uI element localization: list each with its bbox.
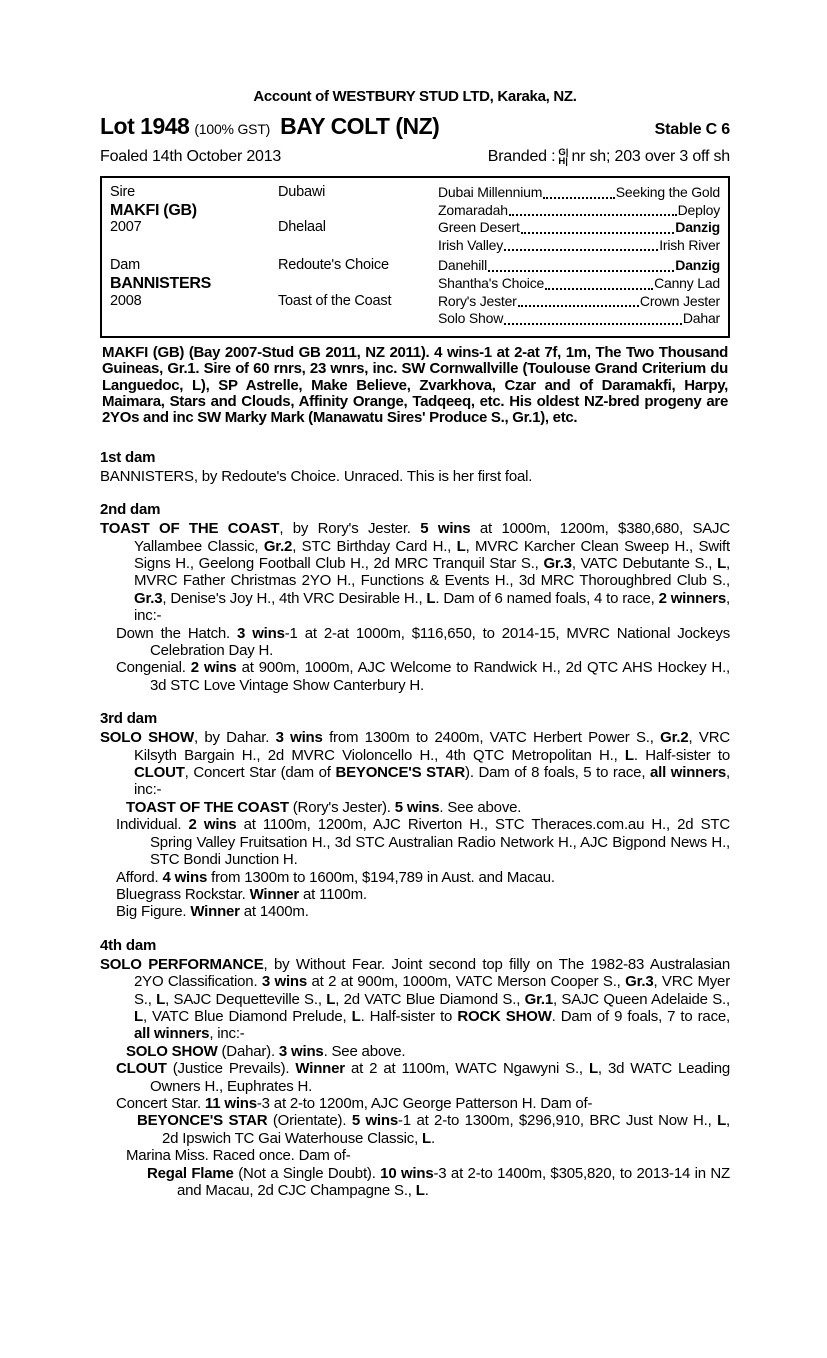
dam-section bbox=[100, 937, 730, 1200]
ancestor-right: Seeking the Gold bbox=[615, 184, 720, 200]
pedigree-entry: Congenial. 2 wins at 900m, 1000m, AJC Welcome to Randwick H., 2d QTC AHS Hockey H., 3d STC Love Vintage Show Canterbury H. bbox=[116, 659, 731, 694]
ancestor-left: Rory's Jester bbox=[438, 292, 517, 309]
dam-entries bbox=[100, 729, 730, 920]
pedigree-entry: BANNISTERS, by Redoute's Choice. Unraced. This is her first foal. bbox=[100, 467, 533, 485]
ancestor-left: Dubai Millennium bbox=[438, 184, 543, 200]
pedigree-row bbox=[110, 293, 720, 311]
dam-heading: 4th dam bbox=[100, 936, 157, 954]
ancestor-line bbox=[438, 310, 720, 328]
dot-leader bbox=[504, 323, 682, 325]
brand-line bbox=[488, 148, 730, 166]
ancestor-line bbox=[438, 202, 720, 220]
sale-catalogue-page bbox=[100, 88, 730, 1199]
ancestor-line bbox=[438, 275, 720, 293]
branded-detail: nr sh; 203 over 3 off sh bbox=[571, 148, 730, 165]
dam-year: 2008 bbox=[110, 292, 142, 309]
dam-entries bbox=[100, 956, 730, 1200]
brand-top: G| bbox=[558, 147, 569, 158]
ancestor-left: Danehill bbox=[438, 257, 487, 274]
dam-heading: 2nd dam bbox=[100, 501, 161, 519]
ancestor-right: Crown Jester bbox=[639, 292, 720, 309]
horse-title: BAY COLT (NZ) bbox=[280, 113, 440, 139]
ancestor-right: Danzig bbox=[675, 219, 720, 236]
dot-leader bbox=[545, 288, 653, 290]
pedigree-entry: BEYONCE'S STAR (Orientate). 5 wins-1 at 2-to 1300m, $296,910, BRC Just Now H., L, 2d Ipswich TC Gai Waterhouse Classic, L. bbox=[137, 1112, 730, 1147]
pedigree-row bbox=[110, 202, 720, 220]
grandsire-name bbox=[278, 202, 438, 220]
ancestor-left: Green Desert bbox=[438, 219, 520, 236]
foaled-date: Foaled 14th October 2013 bbox=[100, 148, 282, 165]
dam-section bbox=[100, 449, 730, 485]
dam-heading: 3rd dam bbox=[100, 710, 157, 728]
pedigree-row bbox=[110, 219, 720, 237]
ancestor-left: Solo Show bbox=[438, 310, 504, 327]
ancestor-line bbox=[438, 219, 720, 237]
grandam-name bbox=[278, 237, 438, 255]
foaled-brand-row bbox=[100, 148, 730, 166]
ancestor-right: Canny Lad bbox=[654, 274, 720, 291]
ancestor-line bbox=[438, 237, 720, 255]
dot-leader bbox=[509, 214, 677, 216]
dot-leader bbox=[504, 249, 658, 251]
dot-leader bbox=[518, 305, 639, 307]
pedigree-label bbox=[110, 237, 278, 255]
pedigree-label bbox=[110, 310, 278, 328]
sire-year: 2007 bbox=[110, 219, 142, 236]
pedigree-label: Sire bbox=[110, 184, 135, 200]
ancestor-line bbox=[438, 257, 720, 275]
pedigree-row bbox=[110, 237, 720, 255]
lot-header bbox=[100, 113, 730, 140]
dam-heading: 1st dam bbox=[100, 448, 156, 466]
pedigree-entry: Concert Star. 11 wins-3 at 2-to 1200m, AJC George Patterson H. Dam of- bbox=[116, 1094, 593, 1112]
damsire-name: Redoute's Choice bbox=[278, 257, 389, 274]
dot-leader bbox=[543, 197, 615, 199]
dam-entries bbox=[100, 468, 730, 485]
lot-number: Lot 1948 bbox=[100, 113, 190, 139]
pedigree-entry: TOAST OF THE COAST (Rory's Jester). 5 wins. See above. bbox=[126, 798, 522, 816]
ancestor-line bbox=[438, 184, 720, 202]
grandam-name: Dhelaal bbox=[278, 219, 326, 236]
gst-note: (100% GST) bbox=[194, 121, 271, 137]
dam-section bbox=[100, 710, 730, 920]
grandsire-name: Dubawi bbox=[278, 184, 326, 200]
pedigree-label: Dam bbox=[110, 257, 141, 274]
ancestor-left: Shantha's Choice bbox=[438, 274, 545, 291]
pedigree-entry: TOAST OF THE COAST, by Rory's Jester. 5 wins at 1000m, 1200m, $380,680, SAJC Yallambee Classic, Gr.2, STC Birthday Card H., L, MVRC Karcher Clean Sweep H., Swift Signs H., Geelong Football Club H., 2d MRC Tranquil Star S., Gr.3, VATC Debutante S., L, MVRC Father Christmas 2YO H., Functions & Events H., 3d MRC Thoroughbred Club S., Gr.3, Denise's Joy H., 4th VRC Desirable H., L. Dam of 6 named foals, 4 to race, 2 winners, inc:- bbox=[100, 520, 730, 625]
sire-name: MAKFI (GB) bbox=[110, 201, 197, 219]
damsire-name bbox=[278, 275, 438, 293]
ancestor-right: Dahar bbox=[682, 310, 720, 327]
ancestor-left: Zomaradah bbox=[438, 201, 508, 218]
pedigree-table bbox=[100, 176, 730, 338]
pedigree-entry: Individual. 2 wins at 1100m, 1200m, AJC Riverton H., STC Theraces.com.au H., 2d STC Spring Valley Fruitsation H., 3d STC Australian Radio Network H., AJC Bigpond News H., STC Bondi Junction H. bbox=[116, 816, 730, 869]
second-dam-name bbox=[278, 310, 438, 328]
pedigree-entry: Big Figure. Winner at 1400m. bbox=[116, 903, 309, 921]
account-line: Account of WESTBURY STUD LTD, Karaka, NZ. bbox=[253, 88, 577, 105]
brand-bottom: H| bbox=[558, 155, 568, 167]
sire-description: MAKFI (GB) (Bay 2007-Stud GB 2011, NZ 2011). 4 wins-1 at 2-at 7f, 1m, The Two Thousand Guineas, Gr.1. Sire of 60 rnrs, 23 wnrs, inc. SW Cornwallville (Toulouse Grand Criterium du Languedoc, L), SP Astrelle, Make Believe, Zvarkhova, Czar and of Daramakfi, Harpy, Maimara, Stars and Clouds, Affinity Orange, Tadqeeq, etc. His oldest NZ-bred progeny are 2YOs and inc SW Marky Mark (Manawatu Sires' Produce S., Gr.1), etc. bbox=[102, 343, 728, 427]
dam-section bbox=[100, 501, 730, 694]
pedigree-row bbox=[110, 275, 720, 293]
pedigree-entry: Marina Miss. Raced once. Dam of- bbox=[126, 1147, 351, 1165]
dam-name: BANNISTERS bbox=[110, 274, 212, 292]
pedigree-row bbox=[110, 310, 720, 328]
dot-leader bbox=[488, 270, 674, 272]
pedigree-entry: Bluegrass Rockstar. Winner at 1100m. bbox=[116, 885, 367, 903]
dam-sections bbox=[100, 449, 730, 1200]
pedigree-entry: SOLO SHOW (Dahar). 3 wins. See above. bbox=[126, 1042, 406, 1060]
ancestor-left: Irish Valley bbox=[438, 236, 504, 253]
pedigree-entry: SOLO SHOW, by Dahar. 3 wins from 1300m to 2400m, VATC Herbert Power S., Gr.2, VRC Kilsyth Bargain H., 2d MVRC Violoncello H., 4th QTC Metropolitan H., L. Half-sister to CLOUT, Concert Star (dam of BEYONCE'S STAR). Dam of 8 foals, 5 to race, all winners, inc:- bbox=[100, 729, 731, 799]
pedigree-entry: CLOUT (Justice Prevails). Winner at 2 at 1100m, WATC Ngawyni S., L, 3d WATC Leading Owners H., Euphrates H. bbox=[116, 1060, 730, 1095]
pedigree-entry: Regal Flame (Not a Single Doubt). 10 wins-3 at 2-to 1400m, $305,820, to 2013-14 in NZ and Macau, 2d CJC Champagne S., L. bbox=[147, 1164, 730, 1199]
branded-label: Branded : bbox=[487, 148, 556, 165]
brand-mark bbox=[558, 149, 568, 166]
dot-leader bbox=[521, 232, 675, 234]
pedigree-entry: Afford. 4 wins from 1300m to 1600m, $194,789 in Aust. and Macau. bbox=[116, 868, 555, 886]
ancestor-line bbox=[438, 293, 720, 311]
ancestor-right: Danzig bbox=[675, 257, 720, 274]
stable-number: Stable C 6 bbox=[654, 121, 730, 138]
pedigree-entry: SOLO PERFORMANCE, by Without Fear. Joint second top filly on The 1982-83 Australasian 2YO Classification. 3 wins at 2 at 900m, 1000m, VATC Merson Cooper S., Gr.3, VRC Myer S., L, SAJC Dequetteville S., L, 2d VATC Blue Diamond S., Gr.1, SAJC Queen Adelaide S., L, VATC Blue Diamond Prelude, L. Half-sister to ROCK SHOW. Dam of 9 foals, 7 to race, all winners, inc:- bbox=[100, 955, 730, 1043]
dam-entries bbox=[100, 520, 730, 694]
ancestor-right: Irish River bbox=[659, 236, 720, 253]
pedigree-entry: Down the Hatch. 3 wins-1 at 2-at 1000m, $116,650, to 2014-15, MVRC National Jockeys Celebration Day H. bbox=[116, 624, 731, 660]
second-dam-name: Toast of the Coast bbox=[278, 292, 392, 309]
pedigree-row bbox=[110, 257, 720, 275]
pedigree-row bbox=[110, 184, 720, 202]
ancestor-right: Deploy bbox=[677, 201, 720, 218]
